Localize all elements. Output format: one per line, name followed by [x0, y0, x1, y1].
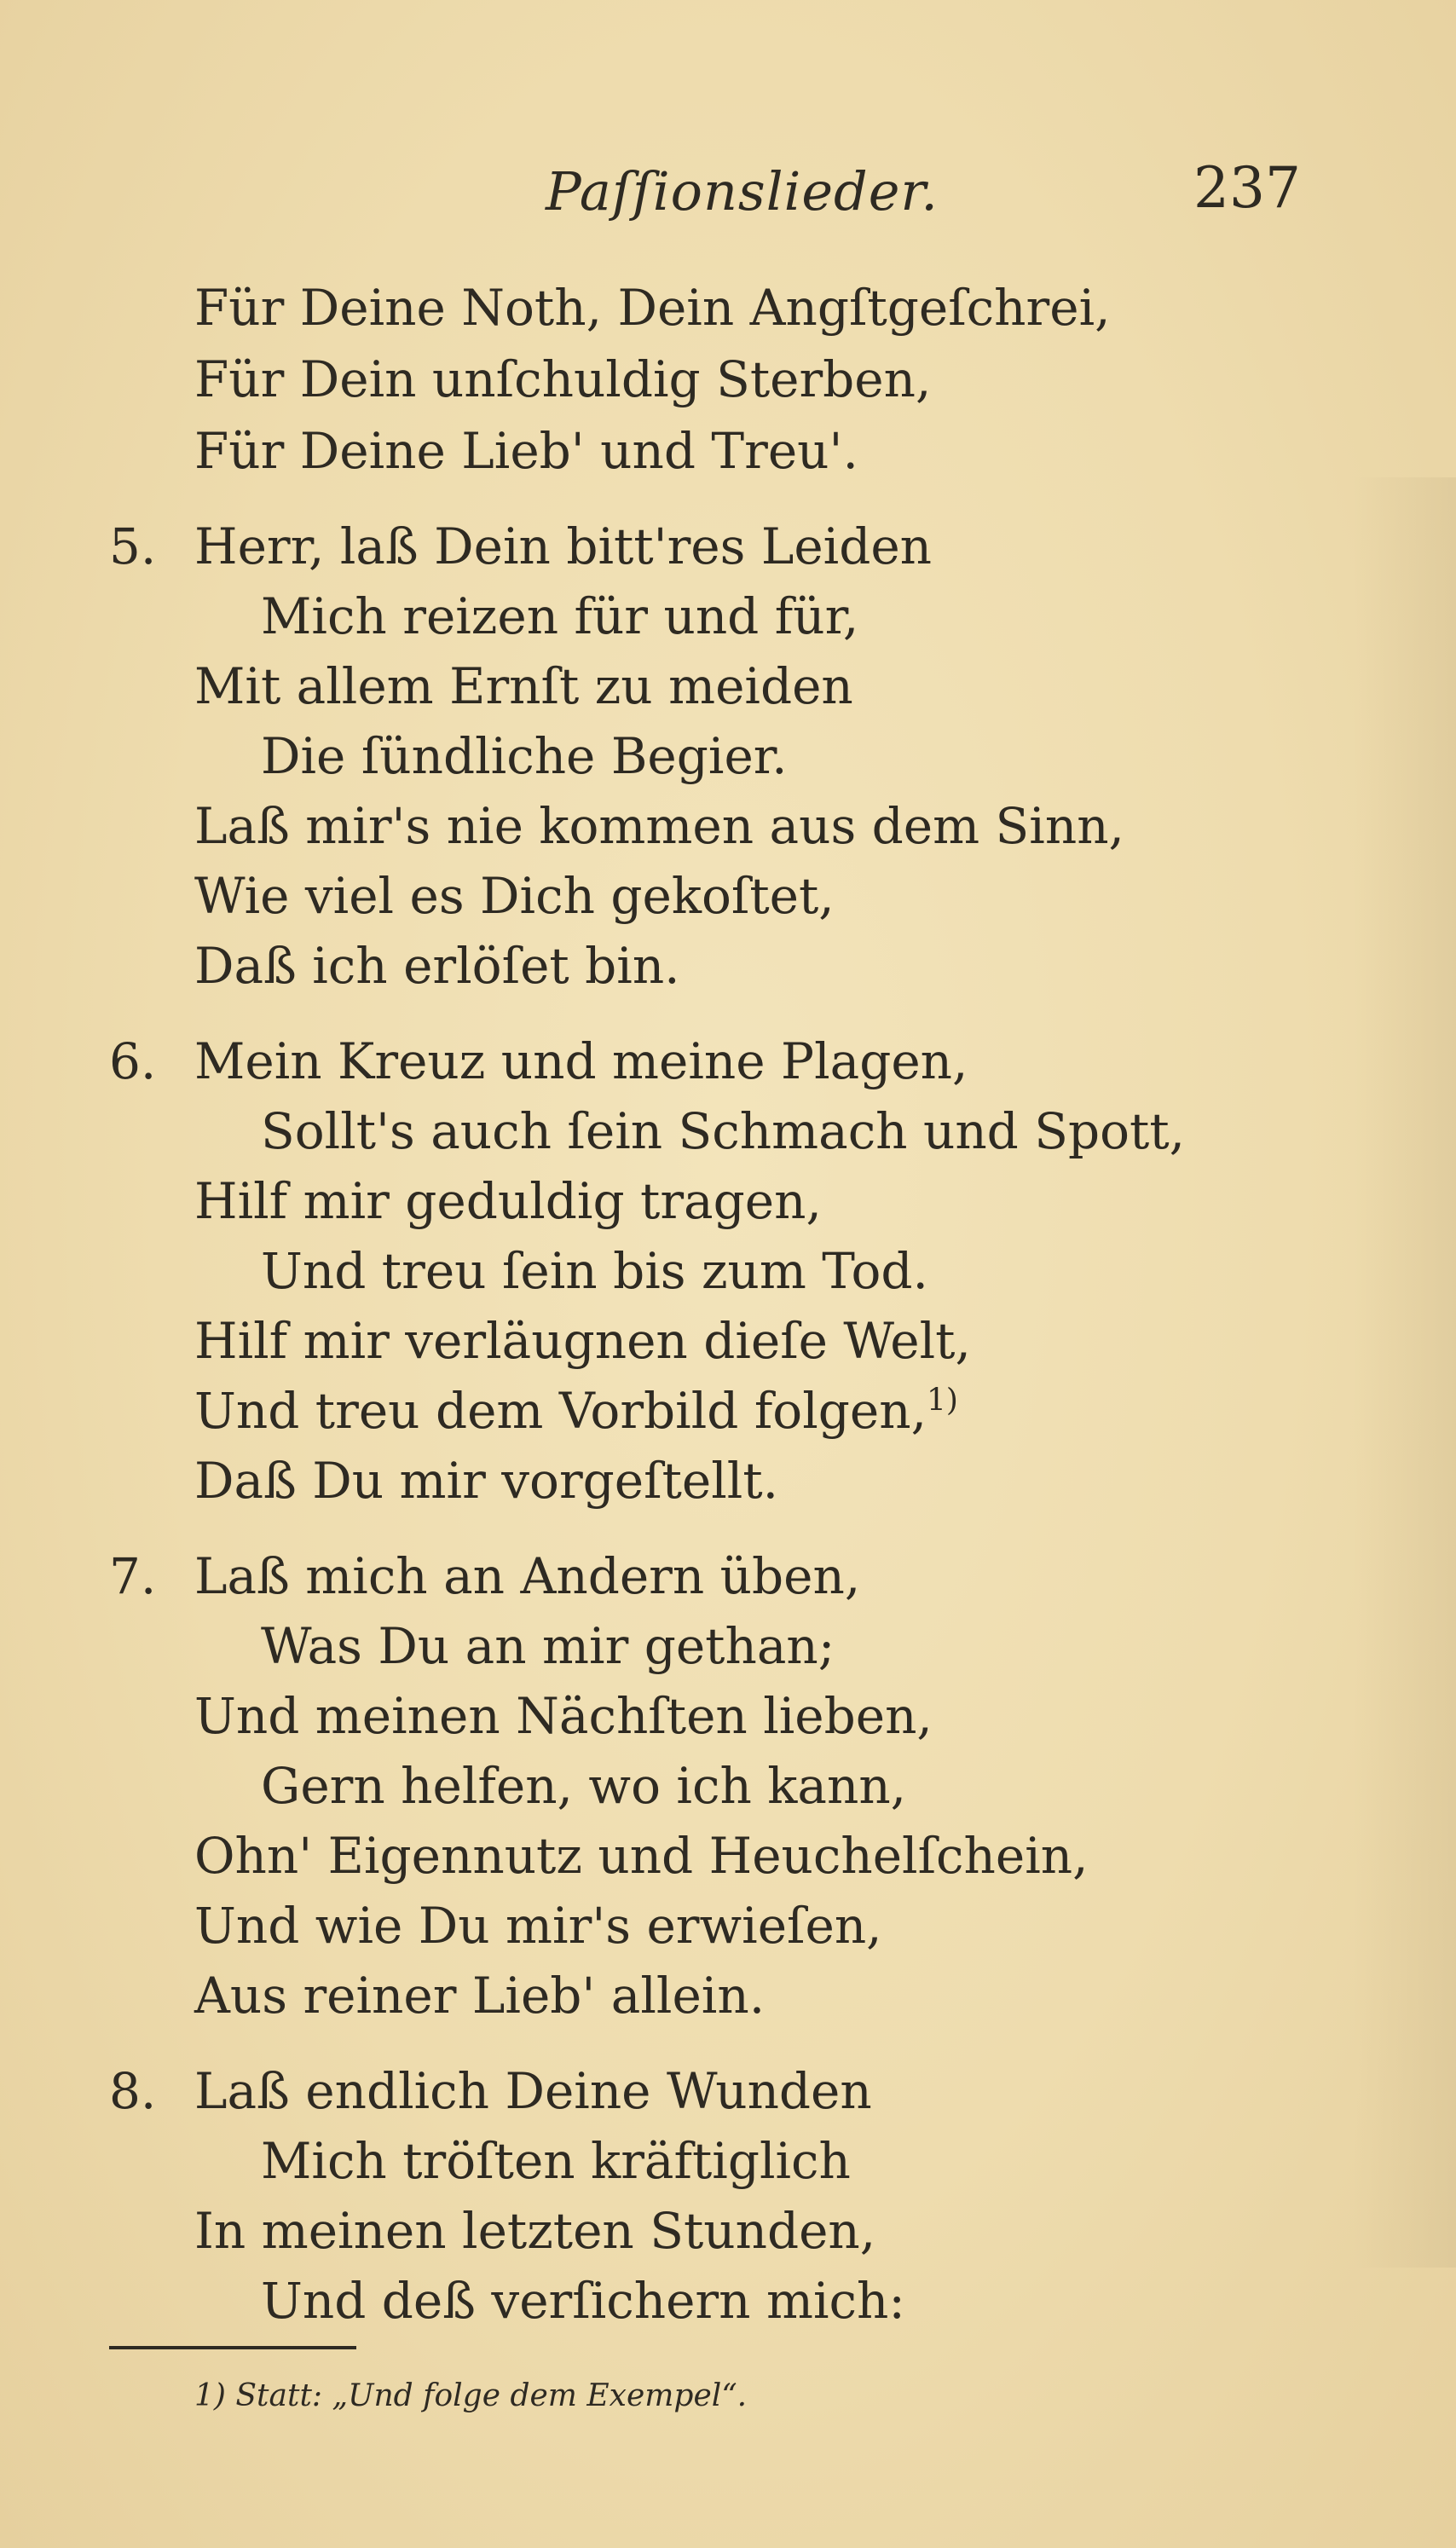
footnote-text: 1) Statt: „Und folge dem Exempel“.	[194, 2378, 748, 2413]
page-edge-shadow	[1354, 477, 1456, 2268]
verse-line: Und treu ſein bis zum Tod.	[261, 1242, 928, 1300]
running-head-title: Paſſionslieder.	[546, 160, 939, 222]
verse-line: Gern helfen, wo ich kann,	[261, 1757, 907, 1815]
footnote-rule	[109, 2346, 356, 2349]
verse-line: Mich tröſten kräftiglich	[261, 2132, 851, 2190]
verse-line: Und meinen Nächſten lieben,	[194, 1687, 933, 1745]
verse-line: Mein Kreuz und meine Plagen,	[194, 1032, 968, 1090]
verse-line: Herr, laß Dein bitt'res Leiden	[194, 517, 933, 575]
verse-line: Daß Du mir vorgeſtellt.	[194, 1452, 779, 1510]
footnote-marker: 1)	[927, 1383, 958, 1418]
verse-line: Ohn' Eigennutz und Heuchelſchein,	[194, 1827, 1089, 1885]
verse-line: Mit allem Ernſt zu meiden	[194, 657, 853, 715]
page-number: 237	[1193, 155, 1301, 221]
verse-line: Für Deine Noth, Dein Angſtgeſchrei,	[194, 279, 1111, 337]
verse-line: Laß mir's nie kommen aus dem Sinn,	[194, 797, 1124, 855]
verse-line: Mich reizen für und für,	[261, 587, 859, 645]
verse-line: Und deß verſichern mich:	[261, 2272, 905, 2330]
verse-line: Laß endlich Deine Wunden	[194, 2062, 872, 2120]
verse-line: Aus reiner Lieb' allein.	[194, 1967, 766, 2025]
verse-line: Und wie Du mir's erwieſen,	[194, 1897, 882, 1955]
verse-line-text: Und treu dem Vorbild folgen,	[194, 1382, 927, 1440]
verse-number: 6.	[109, 1032, 157, 1090]
verse-line: Für Deine Lieb' und Treu'.	[194, 422, 858, 480]
verse-line: Für Dein unſchuldig Sterben,	[194, 350, 932, 408]
verse-line: Wie viel es Dich gekoſtet,	[194, 867, 835, 925]
verse-line: Sollt's auch ſein Schmach und Spott,	[261, 1102, 1186, 1160]
verse-line: Hilf mir geduldig tragen,	[194, 1172, 822, 1230]
verse-number: 7.	[109, 1547, 157, 1605]
verse-line: Was Du an mir gethan;	[261, 1617, 835, 1675]
verse-number: 8.	[109, 2062, 157, 2120]
verse-line-with-footnote	[194, 1382, 958, 1440]
verse-line: In meinen letzten Stunden,	[194, 2202, 876, 2260]
verse-number: 5.	[109, 517, 157, 575]
verse-line: Die ſündliche Begier.	[261, 727, 788, 785]
verse-line: Daß ich erlöſet bin.	[194, 937, 680, 995]
verse-line: Laß mich an Andern üben,	[194, 1547, 861, 1605]
verse-line: Hilf mir verläugnen dieſe Welt,	[194, 1312, 971, 1370]
